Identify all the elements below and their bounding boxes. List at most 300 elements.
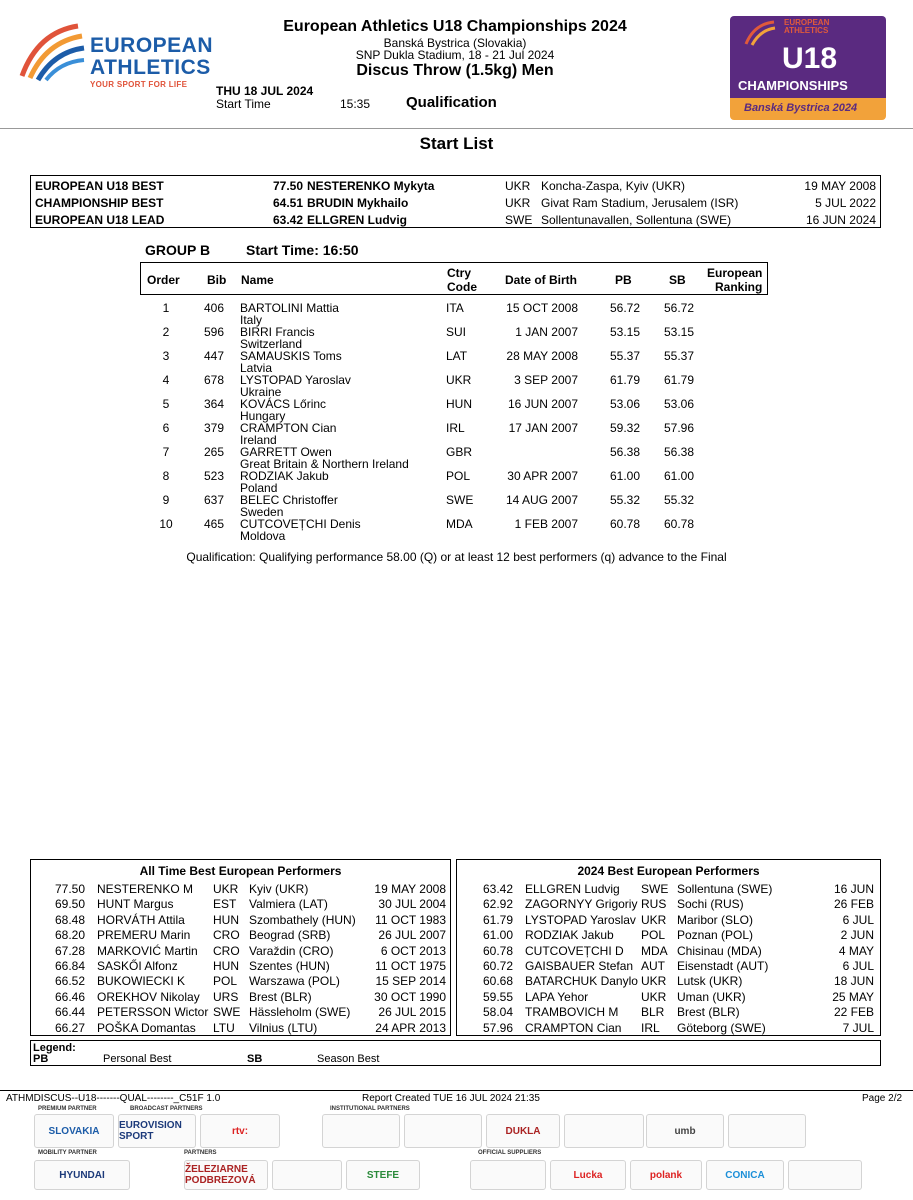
- performer-venue: Warszawa (POL): [249, 974, 340, 989]
- performer-date: 7 JUL: [842, 1020, 874, 1035]
- record-athlete: BRUDIN Mykhailo: [307, 196, 409, 210]
- logo-tagline: YOUR SPORT FOR LIFE: [90, 80, 188, 89]
- performer-date: 18 JUN: [833, 974, 874, 989]
- logo-word-european: EUROPEAN: [90, 34, 214, 57]
- performer-name: MARKOVIĆ Martin: [97, 943, 198, 958]
- performer-ctry: LTU: [213, 1020, 235, 1035]
- athlete-sb: 60.78: [663, 517, 694, 531]
- performer-venue: Hässleholm (SWE): [249, 1005, 351, 1020]
- athlete-name: CUTCOVEȚCHI Denis: [240, 517, 361, 531]
- flame-icon: [744, 20, 776, 46]
- athlete-dob: 15 OCT 2008: [506, 301, 578, 315]
- start-list-row: [140, 296, 768, 327]
- performer-ctry: RUS: [641, 897, 667, 912]
- sponsor-logo: rtv:: [200, 1114, 280, 1148]
- performer-row: [457, 897, 880, 913]
- performer-row: [457, 1021, 880, 1037]
- performer-perf: 68.48: [55, 912, 86, 927]
- performer-perf: 62.92: [483, 897, 514, 912]
- performer-venue: Göteborg (SWE): [677, 1020, 766, 1035]
- sponsor-logo: [322, 1114, 400, 1148]
- athlete-ctry-code: SUI: [446, 325, 467, 339]
- athlete-bib: 637: [203, 493, 225, 507]
- athlete-order: 1: [162, 301, 170, 315]
- athlete-order: 2: [162, 325, 170, 339]
- performer-date: 26 FEB: [833, 897, 874, 912]
- report-created: Report Created TUE 16 JUL 2024 21:35: [362, 1093, 540, 1104]
- performer-date: 16 JUN: [833, 882, 874, 896]
- start-list-row: [140, 368, 768, 399]
- logo-word-athletics: ATHLETICS: [90, 56, 211, 79]
- performer-ctry: AUT: [641, 959, 665, 973]
- start-list-row: [140, 320, 768, 351]
- performer-date: 30 OCT 1990: [374, 989, 446, 1004]
- performer-perf: 66.46: [55, 989, 86, 1004]
- sponsor-logo: ŽELEZIARNE PODBREZOVÁ: [184, 1160, 268, 1190]
- performer-row: [31, 897, 450, 913]
- championship-venue: SNP Dukla Stadium, 18 - 21 Jul 2024: [355, 48, 555, 62]
- athlete-pb: 59.32: [609, 421, 640, 435]
- qualification-note: Qualification: Qualifying performance 58.00 (Q) or at least 12 best performers (q) advance to the Final: [186, 550, 727, 564]
- record-date: 19 MAY 2008: [804, 179, 876, 193]
- performer-venue: Sollentuna (SWE): [677, 882, 773, 896]
- athlete-bib: 678: [203, 373, 225, 387]
- performer-name: LYSTOPAD Yaroslav: [525, 912, 636, 927]
- athlete-dob: 1 JAN 2007: [515, 325, 578, 339]
- legend-title: Legend:: [33, 1042, 76, 1054]
- start-list-row: [140, 488, 768, 519]
- athlete-ctry-code: ITA: [446, 301, 464, 315]
- performer-ctry: EST: [213, 897, 237, 912]
- performer-date: 22 FEB: [833, 1005, 874, 1020]
- group-start-time: Start Time: 16:50: [246, 242, 359, 258]
- sponsor-logo: [564, 1114, 644, 1148]
- athlete-order: 3: [162, 349, 170, 363]
- performer-venue: Brest (BLR): [249, 989, 312, 1004]
- athlete-sb: 53.15: [663, 325, 694, 339]
- performer-perf: 66.44: [55, 1005, 86, 1020]
- performer-name: PREMERU Marin: [97, 928, 191, 943]
- col-bib: Bib: [207, 273, 227, 287]
- athlete-country: Hungary: [240, 409, 286, 423]
- athlete-dob: 14 AUG 2007: [505, 493, 578, 507]
- athlete-pb: 53.15: [609, 325, 640, 339]
- sponsor-logo: polank: [630, 1160, 702, 1190]
- sponsor-logo: HYUNDAI: [34, 1160, 130, 1190]
- performer-name: NESTERENKO M: [97, 882, 194, 896]
- broadcast-partners-label: BROADCAST PARTNERS: [130, 1106, 203, 1112]
- performer-venue: Sochi (RUS): [677, 897, 744, 912]
- performer-row: [457, 990, 880, 1006]
- athlete-name: SAMAUSKIS Toms: [240, 349, 342, 363]
- premium-partner-label: PREMIUM PARTNER: [38, 1106, 97, 1112]
- athlete-sb: 61.79: [663, 373, 694, 387]
- col-sb: SB: [669, 273, 686, 287]
- athlete-order: 8: [162, 469, 170, 483]
- all-time-title: All Time Best European Performers: [139, 864, 342, 878]
- performer-venue: Uman (UKR): [677, 989, 746, 1004]
- performer-date: 6 OCT 2013: [380, 943, 446, 958]
- performer-perf: 59.55: [483, 989, 514, 1004]
- sponsor-logo: Lucka: [550, 1160, 626, 1190]
- record-venue: Givat Ram Stadium, Jerusalem (ISR): [541, 196, 739, 210]
- start-list-header: [140, 262, 768, 295]
- sponsor-logo: EUROVISION SPORT: [118, 1114, 196, 1148]
- performer-date: 6 JUL: [842, 959, 874, 973]
- event-name: Discus Throw (1.5kg) Men: [356, 62, 554, 79]
- athlete-country: Italy: [240, 313, 263, 327]
- athlete-ctry-code: LAT: [446, 349, 468, 363]
- record-row: [31, 177, 880, 194]
- sponsor-logo: [728, 1114, 806, 1148]
- performer-perf: 68.20: [55, 928, 86, 943]
- athlete-sb: 53.06: [663, 397, 694, 411]
- performer-date: 25 MAY: [832, 989, 874, 1004]
- record-venue: Sollentunavallen, Sollentuna (SWE): [541, 213, 732, 227]
- performer-row: [457, 944, 880, 960]
- athlete-order: 10: [159, 517, 173, 531]
- athlete-sb: 61.00: [663, 469, 694, 483]
- athlete-name: KOVÁCS Lőrinc: [240, 397, 327, 411]
- performer-venue: Vilnius (LTU): [249, 1020, 318, 1035]
- athlete-dob: 30 APR 2007: [507, 469, 578, 483]
- athlete-sb: 55.32: [663, 493, 694, 507]
- athlete-bib: 406: [203, 301, 225, 315]
- athlete-order: 4: [162, 373, 170, 387]
- record-venue: Koncha-Zaspa, Kyiv (UKR): [541, 179, 686, 193]
- performer-ctry: POL: [213, 974, 238, 989]
- record-row: [31, 211, 880, 228]
- performer-name: PETERSSON Wictor: [97, 1005, 209, 1020]
- records-table: [30, 175, 881, 228]
- performer-row: [31, 1021, 450, 1037]
- athlete-dob: 17 JAN 2007: [508, 421, 578, 435]
- athlete-pb: 61.00: [609, 469, 640, 483]
- legend-sb-code: SB: [247, 1053, 263, 1065]
- athlete-bib: 523: [203, 469, 225, 483]
- athlete-bib: 465: [203, 517, 225, 531]
- athlete-bib: 265: [203, 445, 225, 459]
- performer-row: [457, 913, 880, 929]
- col-european: European: [707, 266, 763, 280]
- performer-date: 4 MAY: [838, 943, 874, 958]
- athlete-pb: 53.06: [609, 397, 640, 411]
- performer-name: ELLGREN Ludvig: [525, 882, 620, 896]
- performer-venue: Valmiera (LAT): [249, 897, 328, 912]
- performer-ctry: UKR: [641, 989, 667, 1004]
- performer-name: HUNT Margus: [97, 897, 174, 912]
- performer-name: LAPA Yehor: [525, 989, 589, 1004]
- record-perf: 64.51: [272, 196, 303, 210]
- legend-pb-code: PB: [33, 1053, 49, 1065]
- sponsor-logo: [788, 1160, 862, 1190]
- sponsor-logo: [470, 1160, 546, 1190]
- performer-name: GAISBAUER Stefan: [525, 959, 634, 973]
- athlete-order: 7: [162, 445, 170, 459]
- official-suppliers-label: OFFICIAL SUPPLIERS: [478, 1150, 542, 1156]
- sponsor-logo: umb: [646, 1114, 724, 1148]
- performer-row: [31, 913, 450, 929]
- performer-date: 11 OCT 1983: [375, 912, 446, 927]
- record-label: CHAMPIONSHIP BEST: [35, 196, 164, 210]
- performer-venue: Eisenstadt (AUT): [677, 959, 769, 973]
- performer-venue: Lutsk (UKR): [677, 974, 743, 989]
- performer-date: 11 OCT 1975: [375, 959, 446, 973]
- performer-row: [31, 1005, 450, 1021]
- athlete-name: RODZIAK Jakub: [240, 469, 329, 483]
- championship-city: Banská Bystrica (Slovakia): [383, 36, 527, 50]
- athlete-pb: 56.72: [609, 301, 640, 315]
- performer-perf: 63.42: [483, 882, 514, 896]
- performer-date: 2 JUN: [840, 928, 874, 943]
- athlete-order: 9: [162, 493, 170, 507]
- record-ctry: SWE: [505, 213, 533, 227]
- athlete-ctry-code: POL: [446, 469, 471, 483]
- athlete-country: Switzerland: [240, 337, 303, 351]
- performer-venue: Szentes (HUN): [249, 959, 330, 973]
- performer-name: OREKHOV Nikolay: [97, 989, 200, 1004]
- logo-champ-text: CHAMPIONSHIPS: [738, 78, 848, 93]
- start-time-label: Start Time: [216, 97, 271, 111]
- performer-ctry: BLR: [641, 1005, 665, 1020]
- performer-name: CUTCOVEȚCHI D: [525, 943, 624, 958]
- performer-date: 26 JUL 2015: [378, 1005, 446, 1020]
- performer-row: [31, 882, 450, 898]
- mobility-partner-label: MOBILITY PARTNER: [38, 1150, 97, 1156]
- performer-date: 24 APR 2013: [375, 1020, 446, 1035]
- performer-date: 6 JUL: [842, 912, 874, 927]
- legend-sb-desc: Season Best: [317, 1053, 380, 1065]
- athlete-order: 5: [162, 397, 170, 411]
- performer-perf: 67.28: [55, 943, 86, 958]
- u18-championships-logo: [730, 16, 886, 118]
- logo-city-text: Banská Bystrica 2024: [744, 102, 858, 114]
- col-name: Name: [241, 273, 274, 287]
- performer-date: 15 SEP 2014: [375, 974, 446, 989]
- event-date: THU 18 JUL 2024: [216, 84, 314, 98]
- athlete-sb: 56.38: [663, 445, 694, 459]
- performer-perf: 66.84: [55, 959, 86, 973]
- season-best-list: [456, 859, 881, 1036]
- performer-ctry: HUN: [213, 912, 239, 927]
- performer-venue: Poznan (POL): [677, 928, 754, 943]
- athlete-bib: 364: [203, 397, 225, 411]
- athlete-country: Moldova: [240, 529, 286, 543]
- athlete-country: Poland: [240, 481, 278, 495]
- performer-name: HORVÁTH Attila: [97, 912, 185, 927]
- athlete-name: CRAMPTON Cian: [240, 421, 337, 435]
- performer-row: [457, 974, 880, 990]
- performer-venue: Beograd (SRB): [249, 928, 331, 943]
- athlete-bib: 596: [203, 325, 225, 339]
- start-list-row: [140, 416, 768, 447]
- record-athlete: NESTERENKO Mykyta: [307, 179, 435, 193]
- performer-row: [457, 882, 880, 898]
- record-athlete: ELLGREN Ludvig: [307, 213, 407, 227]
- institutional-partners-label: INSTITUTIONAL PARTNERS: [330, 1106, 410, 1112]
- performer-row: [31, 974, 450, 990]
- performer-perf: 60.72: [483, 959, 514, 973]
- performer-row: [31, 990, 450, 1006]
- legend-pb-desc: Personal Best: [103, 1053, 172, 1065]
- season-best-title: 2024 Best European Performers: [577, 864, 760, 878]
- start-list-row: [140, 512, 768, 543]
- athlete-pb: 60.78: [609, 517, 640, 531]
- report-code: ATHMDISCUS--U18-------QUAL--------_C51F 1.0: [6, 1093, 221, 1104]
- athlete-ctry-code: MDA: [446, 517, 473, 531]
- performer-row: [31, 959, 450, 975]
- european-athletics-logo: [18, 16, 214, 96]
- performer-date: 30 JUL 2004: [378, 897, 446, 912]
- performer-venue: Chisinau (MDA): [677, 943, 762, 958]
- performer-row: [457, 1005, 880, 1021]
- athlete-pb: 56.38: [609, 445, 640, 459]
- performer-name: ZAGORNYY Grigoriy: [525, 897, 638, 912]
- performer-name: BUKOWIECKI K: [97, 974, 186, 989]
- performer-name: CRAMPTON Cian: [525, 1020, 622, 1035]
- athlete-dob: 16 JUN 2007: [507, 397, 578, 411]
- record-date: 16 JUN 2024: [805, 213, 876, 227]
- performer-date: 26 JUL 2007: [378, 928, 446, 943]
- start-list-row: [140, 464, 768, 495]
- performer-row: [31, 944, 450, 960]
- athlete-name: BELEC Christoffer: [240, 493, 338, 507]
- performer-perf: 66.52: [55, 974, 86, 989]
- performer-venue: Kyiv (UKR): [249, 882, 309, 896]
- performer-venue: Maribor (SLO): [677, 912, 754, 927]
- performer-ctry: UKR: [641, 912, 667, 927]
- record-ctry: UKR: [505, 179, 531, 193]
- performer-perf: 58.04: [483, 1005, 514, 1020]
- athlete-ctry-code: UKR: [446, 373, 472, 387]
- athlete-name: LYSTOPAD Yaroslav: [240, 373, 351, 387]
- start-list-row: [140, 440, 768, 471]
- all-time-best-list: [30, 859, 451, 1036]
- athlete-bib: 379: [203, 421, 225, 435]
- performer-ctry: URS: [213, 989, 239, 1004]
- performer-name: POŠKA Domantas: [97, 1020, 196, 1035]
- athlete-dob: 28 MAY 2008: [506, 349, 578, 363]
- athlete-ctry-code: GBR: [446, 445, 473, 459]
- athlete-pb: 61.79: [609, 373, 640, 387]
- page-number: Page 2/2: [862, 1093, 903, 1104]
- championship-title: European Athletics U18 Championships 2024: [283, 18, 627, 35]
- performer-ctry: POL: [641, 928, 666, 943]
- logo-u18-text: U18: [782, 42, 838, 75]
- athlete-ctry-code: IRL: [446, 421, 465, 435]
- performer-ctry: CRO: [213, 928, 240, 943]
- athlete-country: Sweden: [240, 505, 284, 519]
- performer-name: RODZIAK Jakub: [525, 928, 614, 943]
- col-ranking: Ranking: [715, 280, 763, 294]
- footer-divider: [0, 1090, 913, 1091]
- performer-ctry: SWE: [641, 882, 669, 896]
- performer-perf: 66.27: [55, 1020, 86, 1035]
- sponsor-logo: DUKLA: [486, 1114, 560, 1148]
- athlete-country: Great Britain & Northern Ireland: [240, 457, 409, 471]
- athlete-pb: 55.37: [609, 349, 640, 363]
- record-label: EUROPEAN U18 LEAD: [35, 213, 165, 227]
- performer-venue: Szombathely (HUN): [249, 912, 356, 927]
- performer-perf: 69.50: [55, 897, 86, 912]
- athlete-dob: 1 FEB 2007: [514, 517, 578, 531]
- performer-perf: 61.79: [483, 912, 514, 927]
- page-heading: Start List: [419, 134, 494, 153]
- sponsor-logo: [404, 1114, 482, 1148]
- record-ctry: UKR: [505, 196, 531, 210]
- performer-ctry: CRO: [213, 943, 240, 958]
- athlete-sb: 57.96: [663, 421, 694, 435]
- athlete-order: 6: [162, 421, 170, 435]
- sponsor-logo: STEFE: [346, 1160, 420, 1190]
- performer-perf: 77.50: [55, 882, 86, 896]
- header-divider: [0, 128, 913, 129]
- sponsor-logo: SLOVAKIA: [34, 1114, 114, 1148]
- performer-ctry: IRL: [641, 1020, 660, 1035]
- ea-swoosh-icon: [18, 22, 88, 82]
- athlete-sb: 55.37: [663, 349, 694, 363]
- col-ctry: Ctry: [447, 266, 472, 280]
- col-pb: PB: [615, 273, 632, 287]
- partners-label: PARTNERS: [184, 1150, 217, 1156]
- performer-perf: 60.68: [483, 974, 514, 989]
- start-time-value: 15:35: [340, 97, 371, 111]
- athlete-name: BARTOLINI Mattia: [240, 301, 339, 315]
- performer-ctry: MDA: [641, 943, 668, 958]
- performer-ctry: UKR: [641, 974, 667, 989]
- performer-row: [457, 959, 880, 975]
- athlete-name: GARRETT Owen: [240, 445, 332, 459]
- performer-perf: 57.96: [483, 1020, 514, 1035]
- round-name: Qualification: [406, 94, 497, 111]
- performer-perf: 60.78: [483, 943, 514, 958]
- performer-name: SASKŐI Alfonz: [97, 959, 178, 973]
- performer-ctry: UKR: [213, 882, 239, 896]
- performer-venue: Varaždin (CRO): [249, 943, 334, 958]
- start-list-row: [140, 392, 768, 423]
- performer-date: 19 MAY 2008: [374, 882, 446, 896]
- col-order: Order: [147, 273, 180, 287]
- record-date: 5 JUL 2022: [815, 196, 876, 210]
- athlete-country: Latvia: [240, 361, 273, 375]
- athlete-sb: 56.72: [663, 301, 694, 315]
- athlete-country: Ukraine: [240, 385, 282, 399]
- athlete-name: BIRRI Francis: [240, 325, 315, 339]
- record-label: EUROPEAN U18 BEST: [35, 179, 164, 193]
- athlete-country: Ireland: [240, 433, 277, 447]
- performer-name: BATARCHUK Danylo: [525, 974, 638, 989]
- col-code: Code: [447, 280, 477, 294]
- start-list-row: [140, 344, 768, 375]
- record-perf: 77.50: [272, 179, 303, 193]
- group-label: GROUP B: [145, 242, 211, 258]
- logo-eu-text: EUROPEAN ATHLETICS: [784, 18, 830, 35]
- athlete-pb: 55.32: [609, 493, 640, 507]
- athlete-dob: 3 SEP 2007: [514, 373, 578, 387]
- performer-row: [457, 928, 880, 944]
- legend: [30, 1040, 881, 1066]
- athlete-bib: 447: [203, 349, 225, 363]
- col-dob: Date of Birth: [505, 273, 577, 287]
- athlete-ctry-code: HUN: [446, 397, 472, 411]
- performer-ctry: SWE: [213, 1005, 241, 1020]
- record-row: [31, 194, 880, 211]
- record-perf: 63.42: [272, 213, 303, 227]
- athlete-ctry-code: SWE: [446, 493, 474, 507]
- sponsor-logo: CONICA: [706, 1160, 784, 1190]
- performer-ctry: HUN: [213, 959, 239, 973]
- performer-row: [31, 928, 450, 944]
